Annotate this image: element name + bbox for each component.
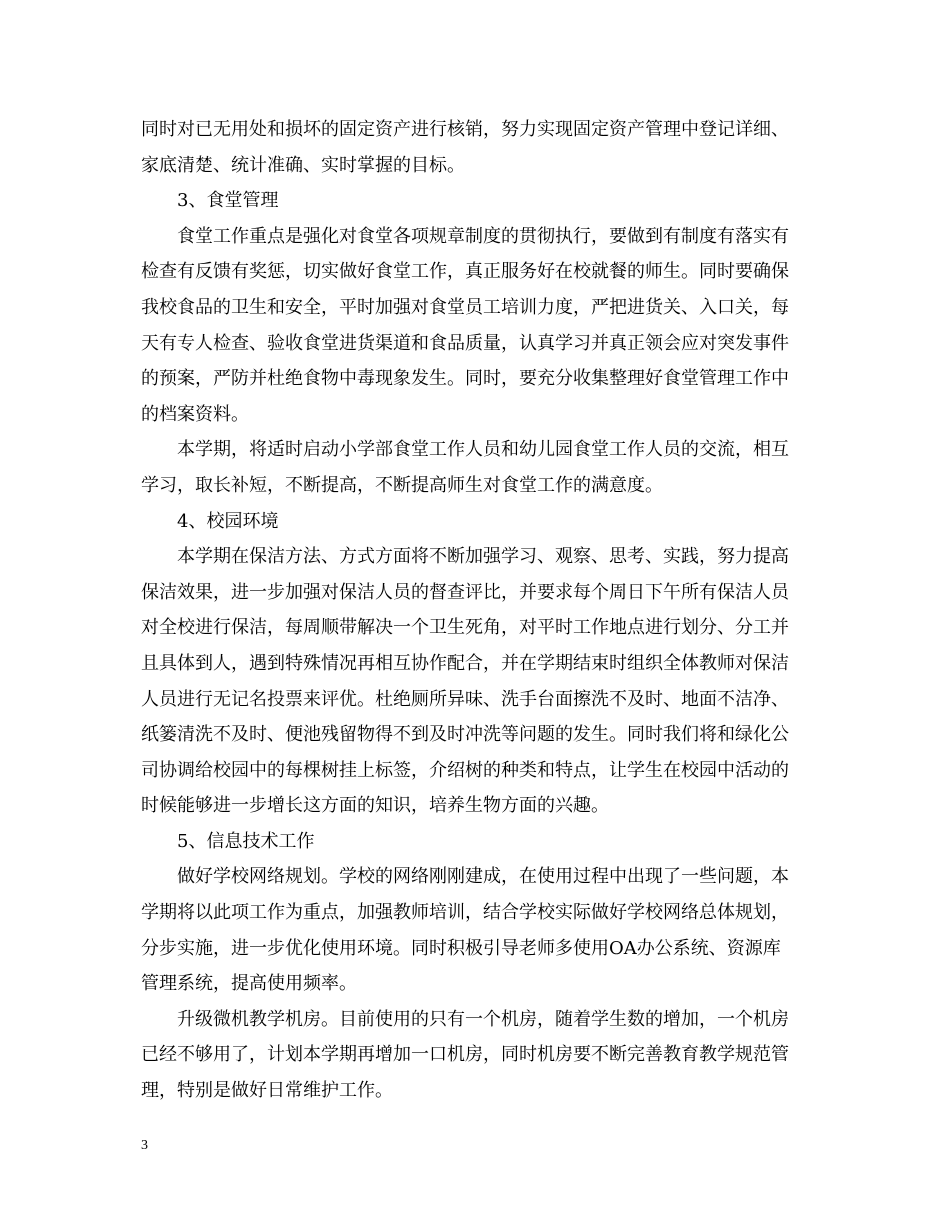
text-line: 本学期在保洁方法、方式方面将不断加强学习、观察、思考、实践，努力提高 (177, 546, 789, 568)
text-line: 的预案，严防并杜绝食物中毒现象发生。同时，要充分收集整理好食堂管理工作中 (141, 368, 789, 390)
text-line: 且具体到人，遇到特殊情况再相互协作配合，并在学期结束时组织全体教师对保洁 (141, 652, 789, 674)
section-heading-campus-environment: 4、校园环境 (177, 510, 279, 532)
text-line: 家底清楚、统计准确、实时掌握的目标。 (141, 154, 465, 176)
document-body (141, 112, 811, 1109)
text-line: 同时对已无用处和损坏的固定资产进行核销，努力实现固定资产管理中登记详细、 (141, 119, 789, 140)
text-line: 的档案资料。 (141, 403, 249, 425)
text-line: 检查有反馈有奖惩，切实做好食堂工作，真正服务好在校就餐的师生。同时要确保 (141, 261, 789, 283)
text-line: 学习，取长补短，不断提高，不断提高师生对食堂工作的满意度。 (141, 474, 663, 496)
section-heading-it-work: 5、信息技术工作 (177, 830, 315, 852)
text-line: 对全校进行保洁，每周顺带解决一个卫生死角，对平时工作地点进行划分、分工并 (141, 617, 789, 639)
text-line: 司协调给校园中的每棵树挂上标签，介绍树的种类和特点，让学生在校园中活动的 (141, 759, 789, 781)
text-line: 已经不够用了，计划本学期再增加一口机房，同时机房要不断完善教育教学规范管 (141, 1044, 789, 1066)
text-line: 纸篓清洗不及时、便池残留物得不到及时冲洗等问题的发生。同时我们将和绿化公 (141, 724, 789, 746)
text-line: 理，特别是做好日常维护工作。 (141, 1080, 393, 1102)
text-line: 我校食品的卫生和安全，平时加强对食堂员工培训力度，严把进货关、入口关，每 (141, 296, 789, 318)
text-line: 本学期，将适时启动小学部食堂工作人员和幼儿园食堂工作人员的交流，相互 (177, 439, 789, 461)
text-line: 人员进行无记名投票来评优。杜绝厕所异味、洗手台面擦洗不及时、地面不洁净、 (141, 688, 789, 710)
section-heading-canteen: 3、食堂管理 (177, 190, 279, 212)
text-line: 时候能够进一步增长这方面的知识，培养生物方面的兴趣。 (141, 795, 609, 817)
text-line: 升级微机教学机房。目前使用的只有一个机房，随着学生数的增加，一个机房 (177, 1008, 789, 1030)
text-line: 保洁效果，进一步加强对保洁人员的督查评比，并要求每个周日下午所有保洁人员 (141, 581, 789, 603)
text-line: 天有专人检查、验收食堂进货渠道和食品质量，认真学习并真正领会应对突发事件 (141, 332, 789, 354)
text-line: 学期将以此项工作为重点，加强教师培训，结合学校实际做好学校网络总体规划， (141, 902, 789, 924)
text-line: 管理系统，提高使用频率。 (141, 973, 357, 995)
text-line: 分步实施，进一步优化使用环境。同时积极引导老师多使用OA办公系统、资源库 (141, 937, 781, 959)
text-line: 做好学校网络规划。学校的网络刚刚建成，在使用过程中出现了一些问题，本 (177, 866, 789, 888)
text-line: 食堂工作重点是强化对食堂各项规章制度的贯彻执行，要做到有制度有落实有 (177, 225, 789, 247)
page-number: 3 (141, 1138, 148, 1153)
